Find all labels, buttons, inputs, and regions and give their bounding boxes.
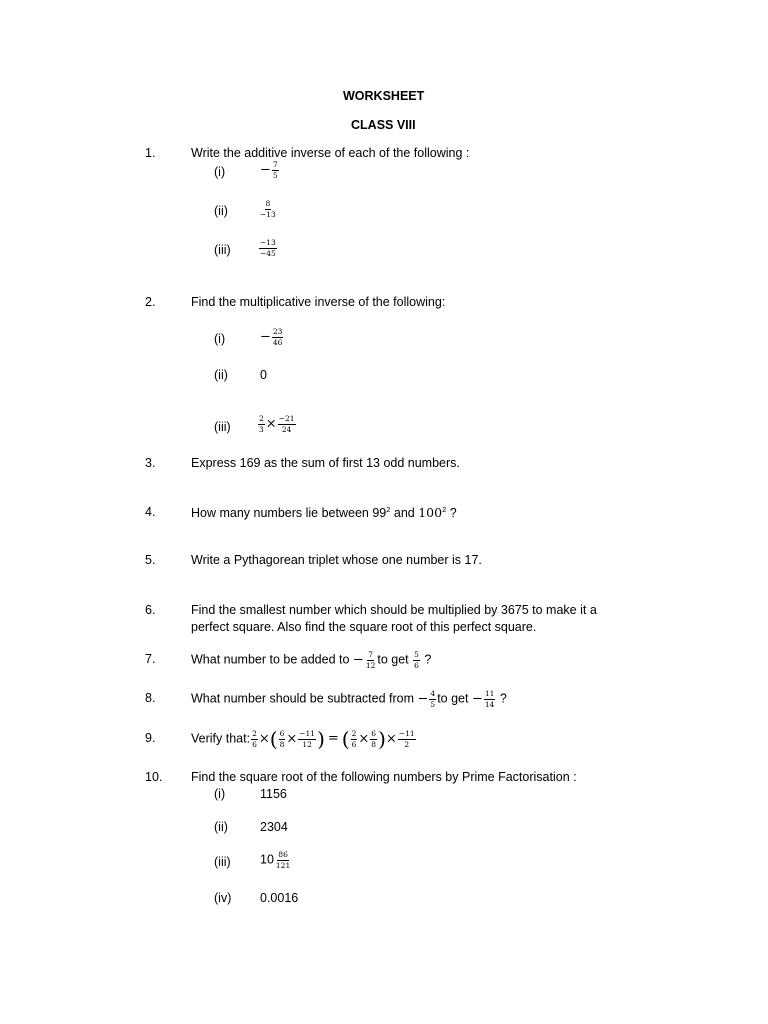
q8-number: 8. — [145, 691, 156, 705]
q10-part-label: (iv) — [214, 891, 232, 905]
q1-part-label: (iii) — [214, 243, 231, 257]
q2-part-value: 0 — [260, 368, 267, 382]
q4-exponent2: 2 — [442, 505, 447, 514]
fraction: $\frac{8}{-13}$ — [260, 199, 276, 219]
q10-part-value: 1156 — [260, 787, 287, 801]
q2-number: 2. — [145, 295, 156, 309]
q10-part-label: (i) — [214, 787, 226, 801]
q8-text: What number should be subtracted from − $\frac{4}{5}$ to get − $\frac{11}{14}$ ? — [191, 689, 507, 709]
fraction: $\frac{-13}{-45}$ — [260, 238, 276, 258]
q4-base1: 99 — [372, 506, 387, 520]
fraction: $\frac{23}{46}$ — [272, 327, 283, 347]
fraction: $\frac{6}{8}$ — [371, 729, 377, 749]
q10-part-expression — [260, 851, 292, 869]
q6-text-line2: perfect square. Also find the square root of this perfect square. — [191, 620, 537, 634]
fraction: $\frac{2}{6}$ — [351, 729, 357, 749]
q1-part-label: (ii) — [214, 204, 228, 218]
q1-part-label: (i) — [214, 165, 226, 179]
q1-part-expression — [258, 239, 278, 257]
minus-sign: − — [471, 691, 483, 707]
fraction: $\frac{-21}{24}$ — [278, 414, 295, 434]
fraction: $\frac{86}{121}$ — [275, 850, 291, 870]
q5-number: 5. — [145, 553, 156, 567]
times-sign: × — [265, 416, 277, 432]
class-label: CLASS VIII — [351, 118, 416, 132]
minus-sign: − — [260, 162, 271, 178]
q4-text: How many numbers lie between $99^2$ and $100^2$ ? — [191, 505, 457, 520]
q7-text: What number to be added to − $\frac{7}{12}$ to get $\frac{5}{6}$ ? — [191, 650, 432, 670]
q3-text: Express 169 as the sum of first 13 odd numbers. — [191, 456, 460, 470]
minus-sign: − — [417, 691, 429, 707]
q7-number: 7. — [145, 652, 156, 666]
fraction: $\frac{2}{3}$ — [259, 414, 264, 434]
fraction: $\frac{-11}{12}$ — [299, 729, 316, 749]
q9-expression: Verify that: $\frac{2}{6}$ ×( $\frac{6}{8}$ × $\frac{-11}{12}$ ) = ( $\frac{2}{6}$ × $\frac{6}{8}$ )× $\frac{-11}{2}$ — [191, 727, 415, 751]
q6-number: 6. — [145, 603, 156, 617]
fraction: $\frac{4}{5}$ — [430, 689, 436, 709]
q4-number: 4. — [145, 505, 156, 519]
equals-sign: = — [327, 731, 339, 747]
q9-number: 9. — [145, 731, 156, 745]
q2-part-expression — [260, 328, 284, 346]
q6-text-line1: Find the smallest number which should be multiplied by 3675 to make it a — [191, 603, 597, 617]
minus-sign: − — [260, 329, 271, 345]
q1-part-expression — [260, 161, 280, 179]
q10-part-value: 2304 — [260, 820, 288, 834]
fraction: $\frac{7}{12}$ — [365, 650, 376, 670]
q4-exponent1: 2 — [386, 505, 391, 514]
fraction: $\frac{2}{6}$ — [252, 729, 257, 749]
q2-part-label: (ii) — [214, 368, 228, 382]
q4-base2: 100 — [418, 505, 443, 520]
q2-part-expression — [257, 415, 297, 433]
q10-part-label: (iii) — [214, 855, 231, 869]
q10-part-label: (ii) — [214, 820, 228, 834]
q10-part-value: 0.0016 — [260, 891, 299, 905]
q10-number: 10. — [145, 770, 163, 784]
fraction: $\frac{-11}{2}$ — [398, 729, 415, 749]
q10-text: Find the square root of the following numbers by Prime Factorisation : — [191, 770, 577, 784]
q1-text: Write the additive inverse of each of the following : — [191, 146, 470, 160]
worksheet-title: WORKSHEET — [343, 89, 425, 103]
fraction: $\frac{5}{6}$ — [414, 650, 419, 670]
q1-part-expression — [258, 200, 278, 218]
fraction: $\frac{6}{8}$ — [279, 729, 285, 749]
q2-part-label: (iii) — [214, 420, 231, 434]
q2-text: Find the multiplicative inverse of the following: — [191, 295, 446, 309]
q5-text: Write a Pythagorean triplet whose one number is 17. — [191, 553, 482, 567]
fraction: $\frac{11}{14}$ — [484, 689, 495, 709]
q1-number: 1. — [145, 146, 156, 160]
q2-part-label: (i) — [214, 332, 226, 346]
fraction: $\frac{7}{5}$ — [272, 160, 278, 180]
minus-sign: − — [352, 652, 364, 668]
mixed-whole: 10 — [260, 852, 274, 867]
q3-number: 3. — [145, 456, 156, 470]
q9-text: Verify that: — [191, 731, 251, 746]
